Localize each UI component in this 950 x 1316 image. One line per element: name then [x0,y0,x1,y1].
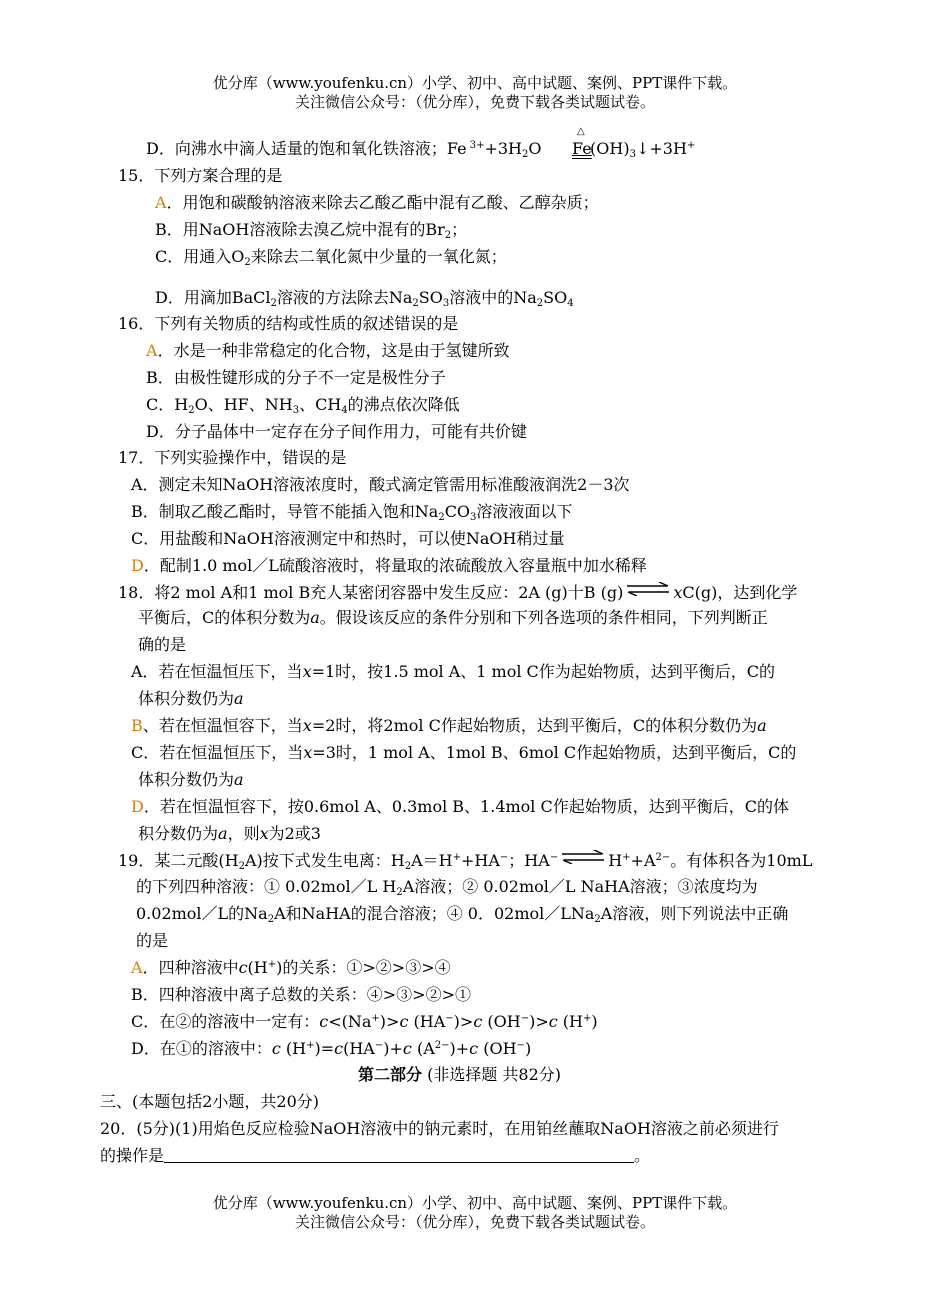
q14-option-d: D．向沸水中滴人适量的饱和氧化铁溶液；Fe $^{3+}+3H_2O$ △ $Fe(OH)_3↓+3H^+$ [146,126,696,160]
q16-option-b: B．由极性键形成的分子不一定是极性分子 [146,368,446,387]
q18-stem-line-1: 18．将2 mol A和1 mol B充人某密闭容器中发生反应：2A (g)十B (g) xC(g)，达到化学 [118,583,798,602]
q18-option-a-line-2: 体积分数仍为a [138,689,244,708]
q16-stem: 16．下列有关物质的结构或性质的叙述错误的是 [118,314,459,333]
q19-stem-line-4: 的是 [136,931,169,950]
q15-option-c: C．用通入$O_2$来除去二氧化氮中少量的一氧化氮； [155,247,507,268]
q19-stem-line-1: 19．某二元酸$(H_2A)$按下式发生电离：$H_2A=H^++HA^-$；HA− $H^++A^{2-}$。有体积各为10mL [118,851,813,872]
q18-option-a: A．若在恒温恒压下，当x=1时，按1.5 mol A、1 mol C作为起始物质，达到平衡后，C的 [131,662,776,681]
q16-option-d: D．分子晶体中一定存在分子间作用力，可能有共价键 [146,422,527,441]
q19-option-a: A．四种溶液中c(H+)的关系：①>②>③>④ [131,958,451,977]
q20-line-1: 20．(5分)(1)用焰色反应检验NaOH溶液中的钠元素时，在用铂丝蘸取NaOH溶液之前必须进行 [100,1119,779,1138]
q17-option-c: C．用盐酸和NaOH溶液测定中和热时，可以使NaOH稍过量 [131,529,565,548]
q17-option-b: B．制取乙酸乙酯时，导管不能插入饱和$Na_2CO_3$溶液液面以下 [131,502,573,523]
q17-stem: 17．下列实验操作中，错误的是 [118,448,347,467]
q15-a-label: A [155,193,167,212]
q19-option-b: B．四种溶液中离子总数的关系：④>③>②>① [131,985,471,1004]
q18-stem-line-3: 确的是 [138,635,187,654]
q18-option-c: C．若在恒温恒压下，当x=3时，1 mol A、1mol B、6mol C作起始物质，达到平衡后，C的 [131,743,797,762]
reversible-arrow-icon [560,850,606,864]
q14-d-label: D． [146,139,175,158]
q15-option-d: D．用滴加BaCl$_2$溶液的方法除去$Na_2SO_3$溶液中的$Na_2SO_4$ [155,288,574,309]
header-line-1: 优分库（www.youfenku.cn）小学、初中、高中试题、案例、PPT课件下载。 [212,74,738,92]
section-three-title: 三、(本题包括2小题，共20分) [100,1092,320,1111]
q16-option-a: A．水是一种非常稳定的化合物，这是由于氢键所致 [146,341,510,360]
q18-option-b: B、若在恒温恒容下，当x=2时，将2mol C作起始物质，达到平衡后，C的体积分数仍为a [131,716,767,735]
heat-condition-symbol: △ Fe [572,126,592,158]
reversible-arrow-icon [625,582,671,596]
header-line-2: 关注微信公众号：（优分库），免费下载各类试题试卷。 [294,93,655,111]
q19-stem-line-2: 的下列四种溶液：① 0.02mol／L $H_2A$溶液；② 0.02mol／L NaHA溶液；③浓度均为 [136,877,758,898]
q20-line-2: 的操作是 。 [100,1146,651,1165]
q18-stem-line-2: 平衡后，C的体积分数为a。假设该反应的条件分别和下列各选项的条件相同，下列判断正 [138,608,768,627]
q15-stem: 15．下列方案合理的是 [118,166,283,185]
footer-line-1: 优分库（www.youfenku.cn）小学、初中、高中试题、案例、PPT课件下载。 [212,1194,738,1212]
q18-option-d-line-2: 积分数仍为a，则x为2或3 [138,824,321,843]
q17-option-a: A．测定未知NaOH溶液浓度时，酸式滴定管需用标准酸液润洗2－3次 [131,475,630,494]
q19-stem-line-3: 0.02mol／L的$Na_2A$和NaHA的混合溶液；④ 0．02mol／LNa$_2$A溶液，则下列说法中正确 [136,904,789,925]
footer-line-2: 关注微信公众号：（优分库），免费下载各类试题试卷。 [294,1213,655,1231]
q15-option-a: A．用饱和碳酸钠溶液来除去乙酸乙酯中混有乙酸、乙醇杂质； [155,193,599,212]
q19-option-c: C．在②的溶液中一定有：c<(Na+)>c (HA−)>c (OH−)>c (H+) [131,1012,598,1031]
q18-option-c-line-2: 体积分数仍为a [138,770,244,789]
q14-d-text: 向沸水中滴人适量的饱和氧化铁溶液；Fe [174,139,467,158]
q19-option-d: D．在①的溶液中：c (H+)=c(HA−)+c $(A^{2-})+c$ (OH−) [131,1039,532,1058]
part-two-title: 第二部分 (非选择题 共82分) [358,1065,562,1084]
answer-blank[interactable] [164,1146,634,1163]
q15-option-b: B．用NaOH溶液除去溴乙烷中混有的$Br_2$； [155,220,468,241]
q16-option-c: C．$H_2O$、HF、$NH_3$、$CH_4$的沸点依次降低 [146,395,460,416]
q17-option-d: D．配制1.0 mol／L硫酸溶液时，将量取的浓硫酸放入容量瓶中加水稀释 [131,556,647,575]
q18-option-d: D．若在恒温恒容下，按0.6mol A、0.3mol B、1.4mol C作起始物质，达到平衡后，C的体 [131,797,789,816]
